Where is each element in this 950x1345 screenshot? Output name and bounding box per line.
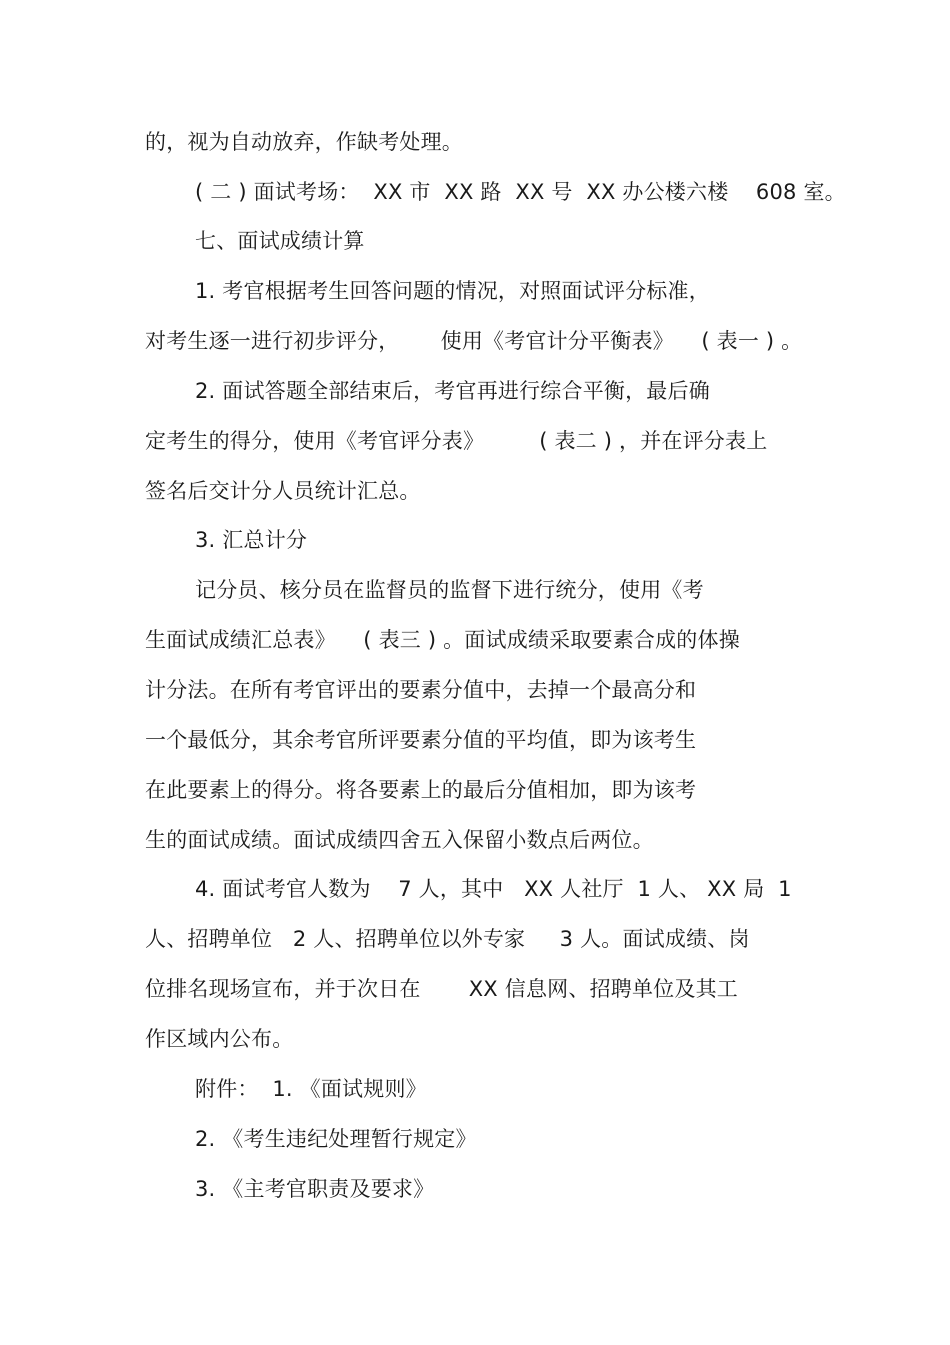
text-line-item-3-body-4: 一个最低分，其余考官所评要素分值的平均值，即为该考生 (145, 728, 697, 752)
text-line-attachment-1: 附件： 1. 《面试规则》 (195, 1077, 427, 1101)
text-line-item-3-body-3: 计分法。在所有考官评出的要素分值中，去掉一个最高分和 (145, 678, 697, 702)
text-line-item-2-cont: 定考生的得分，使用《考官评分表》 ( 表二 ) ，并在评分表上 (145, 429, 768, 453)
text-line-attachment-2: 2. 《考生违纪处理暂行规定》 (195, 1127, 477, 1151)
text-line-item-4: 4. 面试考官人数为 7 人，其中 XX 人社厅 1 人、 XX 局 1 (195, 877, 792, 901)
section-heading-score-calculation: 七、面试成绩计算 (195, 229, 365, 253)
text-line-item-3-body: 记分员、核分员在监督员的监督下进行统分，使用《考 (195, 578, 704, 602)
text-line-item-2: 2. 面试答题全部结束后，考官再进行综合平衡，最后确 (195, 379, 710, 403)
text-line-item-3-body-2: 生面试成绩汇总表》 ( 表三 ) 。面试成绩采取要素合成的体操 (145, 628, 740, 652)
text-line-item-3: 3. 汇总计分 (195, 528, 308, 552)
text-line-item-4-cont: 人、招聘单位 2 人、招聘单位以外专家 3 人。面试成绩、岗 (145, 927, 750, 951)
text-line-item-1: 1. 考官根据考生回答问题的情况，对照面试评分标准， (195, 279, 710, 303)
text-line-item-3-body-5: 在此要素上的得分。将各要素上的最后分值相加，即为该考 (145, 778, 697, 802)
text-line-item-3-body-6: 生的面试成绩。面试成绩四舍五入保留小数点后两位。 (145, 828, 654, 852)
text-line-attachment-3: 3. 《主考官职责及要求》 (195, 1177, 435, 1201)
text-line-continuation: 的，视为自动放弃，作缺考处理。 (145, 130, 463, 154)
text-line-exam-venue: ( 二 ) 面试考场： XX 市 XX 路 XX 号 XX 办公楼六楼 608 室。 (195, 180, 846, 204)
text-line-item-4-cont-3: 作区域内公布。 (145, 1027, 294, 1051)
text-line-item-2-cont-2: 签名后交计分人员统计汇总。 (145, 479, 421, 503)
text-line-item-1-cont: 对考生逐一进行初步评分， 使用《考官计分平衡表》 ( 表一 ) 。 (145, 329, 803, 353)
text-line-item-4-cont-2: 位排名现场宣布，并于次日在 XX 信息网、招聘单位及其工 (145, 977, 738, 1001)
